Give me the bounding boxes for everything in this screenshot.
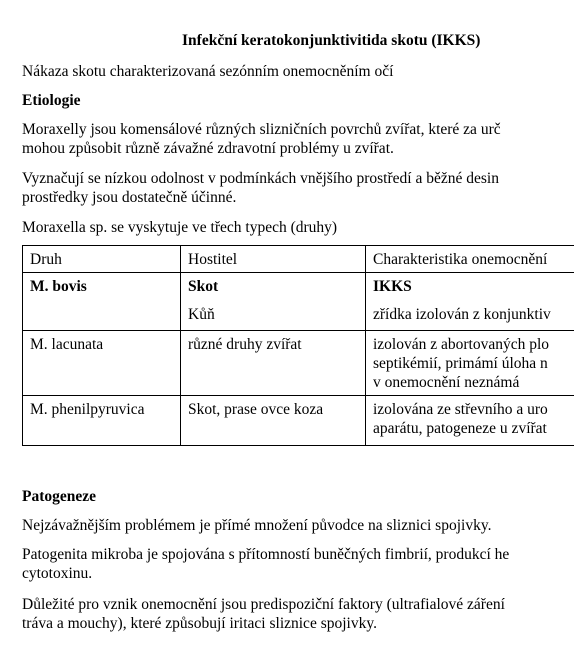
cell-line: izolována ze střevního a uro [373, 401, 548, 418]
table-row [23, 273, 574, 331]
text-line: Moraxelly jsou komensálové různých slizničních povrchů zvířat, které za urč [22, 121, 501, 138]
table-row [23, 331, 574, 396]
text-line: prostředky jsou dostatečně účinné. [22, 189, 237, 206]
table-cell-charakteristika [366, 331, 574, 396]
cell-line: Kůň [188, 306, 215, 323]
table-header-cell: Charakteristika onemocnění [366, 246, 574, 273]
cell-line: zřídka izolován z konjunktiv [373, 306, 551, 323]
table-row [23, 396, 574, 446]
cell-gap [373, 296, 574, 305]
table-cell-druh: M. lacunata [23, 331, 181, 396]
text-line: cytotoxinu. [22, 565, 93, 582]
table-cell-druh: M. phenilpyruvica [23, 396, 181, 446]
etiologie-paragraph-2 [22, 169, 499, 207]
table-cell-druh: M. bovis [23, 273, 181, 331]
moraxella-table [22, 245, 574, 446]
table-header-row [23, 246, 574, 273]
table-cell-charakteristika [366, 396, 574, 446]
table-header-cell: Hostitel [181, 246, 366, 273]
table-cell-hostitel [181, 273, 366, 331]
document-title: Infekční keratokonjunktivitida skotu (IKKS) [182, 32, 481, 49]
cell-line: v onemocnění neznámá [373, 374, 520, 391]
patogeneze-paragraph-3 [22, 595, 505, 633]
text-line: Vyznačují se nízkou odolnost v podmínkách vnějšího prostředí a běžné desin [22, 170, 499, 187]
cell-line: Skot [188, 278, 219, 295]
cell-line: septikémií, primámí úloha n [373, 355, 548, 372]
text-line: Důležité pro vznik onemocnění jsou predispoziční faktory (ultrafialové záření [22, 596, 505, 613]
cell-line: IKKS [373, 278, 412, 295]
table-header-cell: Druh [23, 246, 181, 273]
table-cell-hostitel: různé druhy zvířat [181, 331, 366, 396]
patogeneze-paragraph-1: Nejzávažnějším problémem je přímé množení původce na sliznici spojivky. [22, 517, 492, 534]
text-line: tráva a mouchy), které způsobují iritaci sliznice spojivky. [22, 615, 377, 632]
table-cell-hostitel: Skot, prase ovce koza [181, 396, 366, 446]
heading-patogeneze: Patogeneze [22, 488, 97, 505]
text-line: mohou způsobit různě závažné zdravotní problémy u zvířat. [22, 140, 394, 157]
cell-line: aparátu, patogeneze u zvířat [373, 420, 547, 437]
intro-text: Nákaza skotu charakterizovaná sezónním onemocněním očí [22, 63, 394, 80]
cell-gap [188, 296, 358, 305]
text-line: Patogenita mikroba je spojována s přítomností buněčných fimbrií, produkcí he [22, 546, 510, 563]
etiologie-paragraph-1 [22, 120, 501, 158]
heading-etiologie: Etiologie [22, 92, 81, 109]
etiologie-paragraph-3: Moraxella sp. se vyskytuje ve třech typech (druhy) [22, 219, 338, 236]
cell-line: izolován z abortovaných plo [373, 336, 550, 353]
table-cell-charakteristika [366, 273, 574, 331]
patogeneze-paragraph-2 [22, 545, 509, 583]
